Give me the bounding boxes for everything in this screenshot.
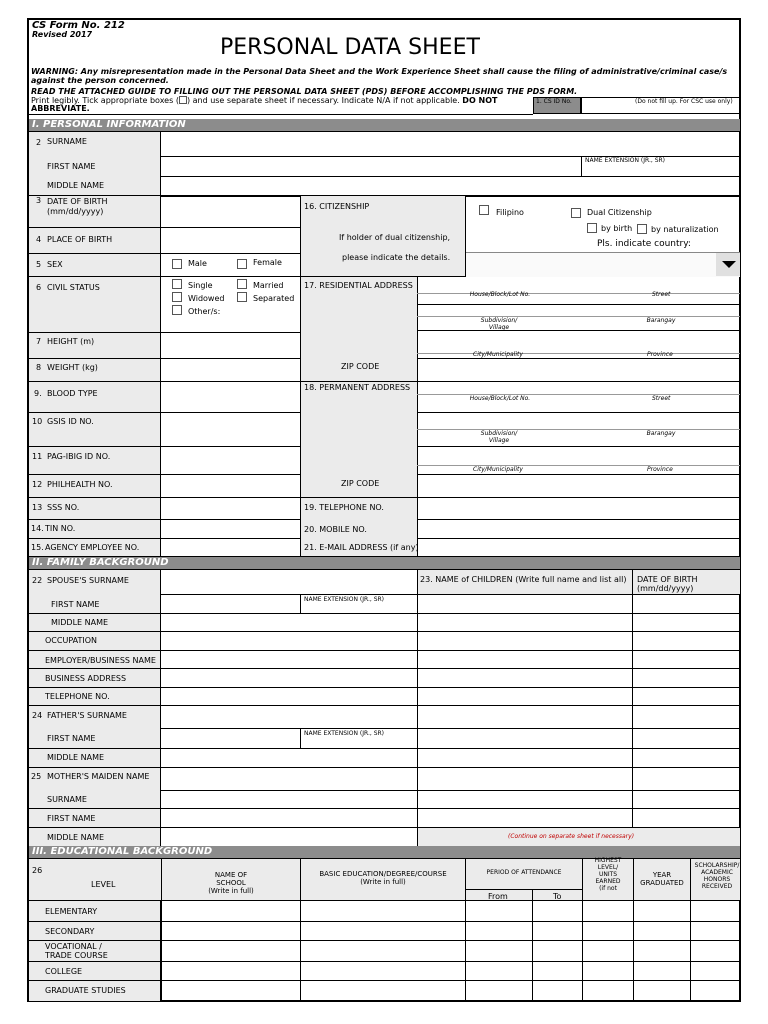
perm-subd-label: Subdivision/ Village [480, 430, 518, 444]
by-naturalization-label: by naturalization [651, 225, 719, 234]
spouse-first-label: FIRST NAME [51, 600, 100, 609]
spouse-name-ext-label: NAME EXTENSION (JR., SR) [304, 596, 385, 603]
level-college: COLLEGE [45, 967, 83, 976]
res-city-label: City/Municipality [473, 351, 523, 358]
surname-input[interactable] [162, 132, 740, 155]
chevron-down-icon [722, 261, 736, 268]
married-label: Married [253, 281, 284, 290]
father-name-ext-label: NAME EXTENSION (JR., SR) [304, 730, 385, 737]
filipino-checkbox[interactable] [479, 205, 489, 215]
num-4: 4 [36, 235, 42, 244]
female-label: Female [253, 258, 282, 267]
num-6: 6 [36, 283, 42, 292]
num-15: 15. [31, 543, 44, 552]
form-number: CS Form No. 212 [32, 20, 125, 31]
level-secondary: SECONDARY [45, 927, 95, 936]
num-13: 13 [32, 503, 43, 512]
by-birth-label: by birth [601, 224, 633, 233]
res-house-label: House/Block/Lot No. [469, 291, 531, 298]
gsis-label: GSIS ID NO. [47, 417, 94, 426]
indicate-country-label: Pls. indicate country: [597, 239, 691, 249]
telephone-label: 19. TELEPHONE NO. [304, 503, 384, 512]
separated-label: Separated [253, 294, 295, 303]
father-surname-label: FATHER'S SURNAME [47, 711, 127, 720]
surname-label: SURNAME [47, 137, 87, 146]
num-25: 25 [31, 772, 42, 781]
perm-brgy-label: Barangay [646, 430, 676, 437]
abbreviate-text: ABBREVIATE. [31, 104, 90, 113]
cs-id-note: (Do not fill up. For CSC use only) [635, 98, 733, 105]
res-brgy-label: Barangay [646, 317, 676, 324]
dual-note-2: please indicate the details. [342, 253, 451, 262]
child-dob-label: DATE OF BIRTH [637, 575, 698, 584]
course-header: BASIC EDUCATION/DEGREE/COURSE (Write in full) [319, 870, 447, 886]
filipino-label: Filipino [496, 208, 524, 217]
dob-label: DATE OF BIRTH [47, 197, 108, 206]
permanent-address-label: 18. PERMANENT ADDRESS [304, 383, 411, 392]
name-ext-label: NAME EXTENSION (JR., SR) [585, 157, 666, 164]
single-label: Single [188, 281, 213, 290]
email-label: 21. E-MAIL ADDRESS (if any) [304, 543, 419, 552]
mobile-label: 20. MOBILE NO. [304, 525, 367, 534]
perm-street-label: Street [652, 395, 671, 402]
blood-type-label: BLOOD TYPE [47, 389, 98, 398]
num-9: 9. [34, 389, 42, 398]
spouse-middle-label: MIDDLE NAME [51, 618, 109, 627]
num-2: 2 [36, 138, 42, 147]
by-birth-checkbox[interactable] [587, 223, 597, 233]
philhealth-label: PHILHEALTH NO. [47, 480, 113, 489]
num-5: 5 [36, 260, 42, 269]
from-header: From [488, 892, 508, 901]
num-12: 12 [32, 480, 43, 489]
year-graduated-header: YEAR GRADUATED [640, 871, 684, 887]
first-name-input[interactable] [162, 157, 580, 175]
perm-prov-label: Province [647, 466, 673, 473]
to-header: To [553, 892, 562, 901]
father-middle-label: MIDDLE NAME [47, 753, 105, 762]
male-label: Male [188, 259, 207, 268]
weight-label: WEIGHT (kg) [47, 363, 98, 372]
others-label: Other/s: [188, 307, 221, 316]
num-22: 22 [32, 576, 43, 585]
level-elementary: ELEMENTARY [45, 907, 98, 916]
married-checkbox[interactable] [237, 279, 247, 289]
cs-id-label: 1. CS ID No. [536, 98, 572, 105]
level-header: LEVEL [91, 880, 116, 889]
child-dob-format: (mm/dd/yyyy) [637, 584, 694, 593]
num-24: 24 [32, 711, 43, 720]
section-family-background: II. FAMILY BACKGROUND [29, 557, 740, 569]
tick-example-checkbox [179, 96, 187, 104]
num-11: 11 [32, 452, 43, 461]
mother-surname-label: SURNAME [47, 795, 87, 804]
occupation-label: OCCUPATION [45, 636, 98, 645]
num-14: 14. [31, 524, 44, 533]
widowed-checkbox[interactable] [172, 292, 182, 302]
period-header: PERIOD OF ATTENDANCE [486, 869, 562, 876]
female-checkbox[interactable] [237, 259, 247, 269]
res-street-label: Street [652, 291, 671, 298]
num-8: 8 [36, 363, 42, 372]
perm-house-label: House/Block/Lot No. [469, 395, 531, 402]
revised-date: Revised 2017 [32, 30, 93, 39]
school-header: NAME OF SCHOOL (Write in full) [208, 871, 254, 895]
male-checkbox[interactable] [172, 259, 182, 269]
warning-text: WARNING: Any misrepresentation made in the Personal Data Sheet and the Work Experience Sheet shall cause the filing of administrative/criminal case/s against the person concerned. [31, 67, 728, 85]
single-checkbox[interactable] [172, 279, 182, 289]
spouse-telephone-label: TELEPHONE NO. [45, 692, 110, 701]
res-zip-label: ZIP CODE [341, 362, 380, 371]
dual-citizenship-checkbox[interactable] [571, 208, 581, 218]
separated-checkbox[interactable] [237, 292, 247, 302]
others-checkbox[interactable] [172, 305, 182, 315]
spouse-surname-label: SPOUSE'S SURNAME [47, 576, 129, 585]
height-label: HEIGHT (m) [47, 337, 95, 346]
dual-citizenship-label: Dual Citizenship [587, 208, 652, 217]
section-educational-background: III. EDUCATIONAL BACKGROUND [29, 846, 740, 858]
level-trade-course: TRADE COURSE [45, 951, 108, 960]
page-title: PERSONAL DATA SHEET [220, 35, 480, 60]
perm-city-label: City/Municipality [473, 466, 523, 473]
print-legibly-text: Print legibly. Tick appropriate boxes ( ) and use separate sheet if necessary. Indicate N/A if not applicable. DO NOT [31, 96, 498, 105]
residential-address-label: 17. RESIDENTIAL ADDRESS [304, 281, 413, 290]
business-address-label: BUSINESS ADDRESS [45, 674, 127, 683]
perm-zip-label: ZIP CODE [341, 479, 380, 488]
mother-first-label: FIRST NAME [47, 814, 96, 823]
scholarship-header: SCHOLARSHIP/ ACADEMIC HONORS RECEIVED [694, 862, 740, 890]
highest-level-header: HIGHEST LEVEL/ UNITS EARNED (if not [594, 857, 622, 892]
section-personal-info: I. PERSONAL INFORMATION [29, 119, 740, 131]
level-graduate-studies: GRADUATE STUDIES [45, 986, 126, 995]
country-select[interactable] [466, 252, 740, 277]
num-10: 10 [32, 417, 43, 426]
middle-name-label: MIDDLE NAME [47, 181, 105, 190]
civil-status-label: CIVIL STATUS [47, 283, 100, 292]
tin-label: TIN NO. [45, 524, 76, 533]
first-name-label: FIRST NAME [47, 162, 96, 171]
children-label: 23. NAME of CHILDREN (Write full name and list all) [420, 575, 627, 584]
pob-label: PLACE OF BIRTH [47, 235, 113, 244]
num-7: 7 [36, 337, 42, 346]
employer-label: EMPLOYER/BUSINESS NAME [45, 656, 156, 665]
dob-format: (mm/dd/yyyy) [47, 207, 104, 216]
read-guide-text: READ THE ATTACHED GUIDE TO FILLING OUT THE PERSONAL DATA SHEET (PDS) BEFORE ACCOMPLISHING THE PDS FORM. [31, 87, 578, 96]
mother-maiden-label: MOTHER'S MAIDEN NAME [47, 772, 150, 781]
sss-label: SSS NO. [47, 503, 80, 512]
agency-no-label: AGENCY EMPLOYEE NO. [45, 543, 140, 552]
sex-label: SEX [47, 260, 63, 269]
dual-note-1: If holder of dual citizenship, [339, 233, 451, 242]
level-vocational: VOCATIONAL / [45, 942, 102, 951]
res-prov-label: Province [647, 351, 673, 358]
continue-note: (Continue on separate sheet if necessary) [508, 833, 635, 840]
num-3: 3 [36, 196, 42, 205]
citizenship-label: 16. CITIZENSHIP [304, 202, 370, 211]
middle-name-input[interactable] [162, 177, 740, 194]
by-naturalization-checkbox[interactable] [637, 224, 647, 234]
widowed-label: Widowed [188, 294, 225, 303]
pagibig-label: PAG-IBIG ID NO. [47, 452, 111, 461]
res-subd-label: Subdivision/ Village [480, 317, 518, 331]
father-first-label: FIRST NAME [47, 734, 96, 743]
num-26: 26 [32, 866, 43, 875]
mother-middle-label: MIDDLE NAME [47, 833, 105, 842]
